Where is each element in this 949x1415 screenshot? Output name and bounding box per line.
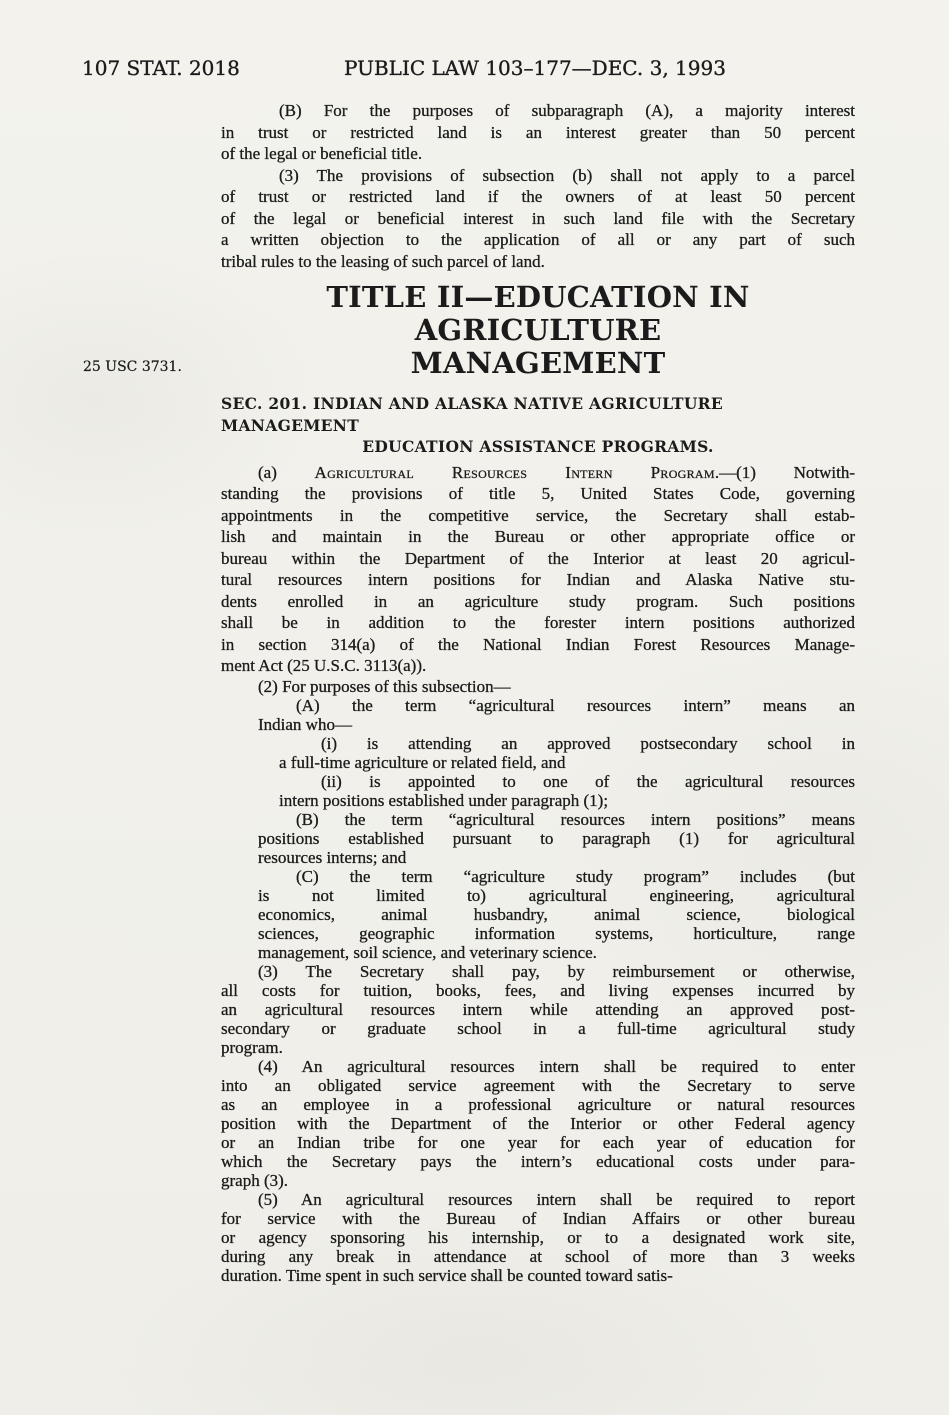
- title-ii-heading: [221, 281, 855, 380]
- text-line: bureau within the Department of the Interior at least 20 agricul-: [221, 548, 855, 568]
- text-line: positions established pursuant to paragraph (1) for agricultural: [258, 828, 855, 848]
- text-line: of trust or restricted land if the owners of at least 50 percent: [221, 187, 855, 206]
- text-line: shall be in addition to the forester intern positions authorized: [221, 613, 855, 632]
- public-law-caption: PUBLIC LAW 103–177—DEC. 3, 1993: [344, 56, 726, 80]
- text-line: (B) For the purposes of subparagraph (A), a majority interest: [279, 101, 855, 120]
- text-segment: (a): [258, 462, 315, 482]
- text-line: (ii) is appointed to one of the agricultural resources: [321, 771, 855, 791]
- text-line: economics, animal husbandry, animal science, biological: [258, 904, 855, 924]
- stat-page-number: 107 STAT. 2018: [82, 56, 240, 80]
- paragraph-3-tribal-rules: [221, 165, 855, 273]
- text-line: (B) the term “agricultural resources intern positions” means: [296, 809, 855, 829]
- text-line: tural resources intern positions for Indian and Alaska Native stu-: [221, 570, 855, 589]
- section-201-text-block: [221, 462, 855, 1285]
- text-line: of the legal or beneficial interest in such land file with the Secretary: [221, 208, 855, 228]
- text-line: an agricultural resources intern while attending an approved post-: [221, 999, 855, 1019]
- text-line: standing the provisions of title 5, United States Code, governing: [221, 484, 855, 503]
- text-line: or agency sponsoring his internship, or to a designated work site,: [221, 1227, 855, 1247]
- title-line-2: MANAGEMENT: [410, 346, 666, 380]
- text-line: during any break in attendance at school of more than 3 weeks: [221, 1246, 855, 1266]
- page-body: [221, 100, 855, 1285]
- small-caps-text: Agricultural Resources Intern Program: [314, 462, 715, 482]
- text-line: lish and maintain in the Bureau or other appropriate office or: [221, 527, 855, 546]
- subparagraph-B-carryover: [221, 100, 855, 165]
- subparagraph-A-intern-definition: [258, 696, 855, 734]
- section-heading-line-2: EDUCATION ASSISTANCE PROGRAMS.: [362, 437, 714, 456]
- clause-i-attending-school: [279, 734, 855, 772]
- subsection-a-intern-program: [221, 462, 855, 677]
- text-line: (A) the term “agricultural resources intern” means an: [296, 695, 855, 715]
- text-line: resources interns; and: [258, 847, 407, 867]
- text-line: (2) For purposes of this subsection—: [258, 676, 511, 696]
- text-line: secondary or graduate school in a full-time agricultural study: [221, 1018, 855, 1038]
- title-line-1: TITLE II—EDUCATION IN AGRICULTURE: [326, 280, 750, 347]
- text-line: in section 314(a) of the National Indian Forest Resources Manage-: [221, 634, 855, 654]
- text-segment: .—(1) Notwith-: [714, 462, 855, 482]
- text-line: tribal rules to the leasing of such parcel of land.: [221, 251, 545, 271]
- text-line: (5) An agricultural resources intern shall be required to report: [258, 1189, 855, 1209]
- text-line: (3) The provisions of subsection (b) shall not apply to a parcel: [279, 165, 855, 185]
- text-line: sciences, geographic information systems, horticulture, range: [258, 923, 855, 943]
- text-line: duration. Time spent in such service shall be counted toward satis-: [221, 1265, 673, 1285]
- text-line: (3) The Secretary shall pay, by reimbursement or otherwise,: [258, 961, 855, 981]
- subparagraph-C-study-program-definition: [258, 867, 855, 962]
- text-line: program.: [221, 1037, 283, 1057]
- text-line: ment Act (25 U.S.C. 3113(a)).: [221, 656, 427, 675]
- text-line: (i) is attending an approved postsecondary school in: [321, 733, 855, 753]
- text-line: or an Indian tribe for one year for each year of education for: [221, 1132, 855, 1152]
- subparagraph-B-positions-definition: [258, 810, 855, 867]
- section-201-heading: [221, 393, 855, 458]
- paragraph-3-costs: [221, 962, 855, 1057]
- text-line: a written objection to the application of all or any part of such: [221, 230, 855, 249]
- text-line: for service with the Bureau of Indian Affairs or other bureau: [221, 1208, 855, 1228]
- carryover-text-block: [221, 100, 855, 272]
- text-line: a full-time agriculture or related field, and: [279, 752, 566, 772]
- paragraph-5-report-for-service: [221, 1190, 855, 1285]
- text-line: dents enrolled in an agriculture study program. Such positions: [221, 591, 855, 611]
- section-heading-line-1: SEC. 201. INDIAN AND ALASKA NATIVE AGRICULTURE MANAGEMENT: [221, 394, 723, 435]
- text-line: is not limited to) agricultural engineering, agricultural: [258, 885, 855, 905]
- text-line: position with the Department of the Interior or other Federal agency: [221, 1113, 855, 1133]
- us-code-citation-note: 25 USC 3731.: [83, 359, 182, 375]
- text-line: [221, 462, 855, 484]
- running-header: [0, 55, 949, 81]
- text-line: into an obligated service agreement with the Secretary to serve: [221, 1075, 855, 1095]
- text-line: intern positions established under paragraph (1);: [279, 790, 609, 810]
- text-line: management, soil science, and veterinary science.: [258, 942, 597, 962]
- text-line: which the Secretary pays the intern’s educational costs under para-: [221, 1151, 855, 1171]
- text-line: (C) the term “agriculture study program” includes (but: [296, 866, 855, 886]
- text-line: (4) An agricultural resources intern shall be required to enter: [258, 1056, 855, 1076]
- clause-ii-appointed-position: [279, 772, 855, 810]
- paragraph-4-service-agreement: [221, 1057, 855, 1190]
- text-line: in trust or restricted land is an interest greater than 50 percent: [221, 122, 855, 142]
- text-line: as an employee in a professional agriculture or natural resources: [221, 1094, 855, 1114]
- text-line: appointments in the competitive service, the Secretary shall estab-: [221, 505, 855, 525]
- text-line: of the legal or beneficial title.: [221, 144, 423, 163]
- text-line: all costs for tuition, books, fees, and living expenses incurred by: [221, 980, 855, 1000]
- text-line: Indian who—: [258, 714, 352, 734]
- text-line: graph (3).: [221, 1170, 289, 1190]
- paragraph-2-definitions: [221, 677, 855, 696]
